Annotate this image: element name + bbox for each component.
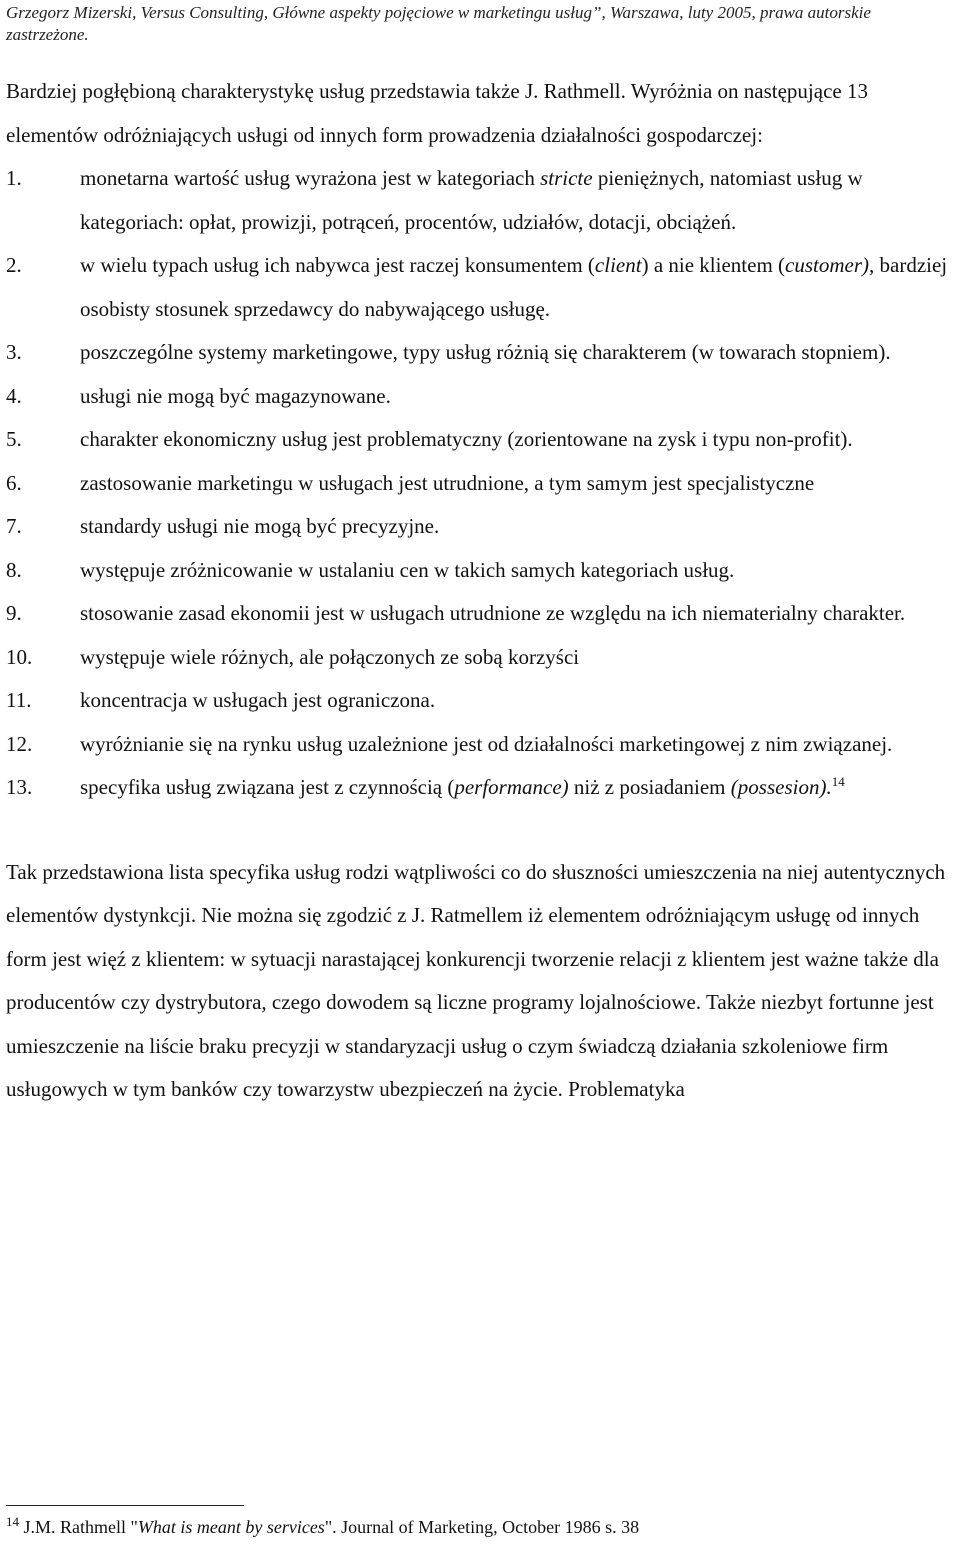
list-text-italic: client — [594, 253, 642, 277]
footnote — [6, 1515, 639, 1539]
list-item-8 — [6, 549, 952, 593]
list-item-9 — [6, 592, 952, 636]
footnote-mark: 14 — [6, 1514, 19, 1529]
list-text: usługi nie mogą być magazynowane. — [80, 383, 391, 408]
list-number: 12. — [6, 731, 33, 756]
list-text: wyróżnianie się na rynku usług uzależnione jest od działalności marketingowej z nim związanej. — [80, 731, 893, 756]
list-text: stosowanie zasad ekonomii jest w usługach utrudnione ze względu na ich niematerialny charakter. — [80, 601, 906, 625]
list-text-italic: (possesion). — [730, 775, 832, 799]
list-text: koncentracja w usługach jest ograniczona. — [80, 688, 436, 712]
list-text: w wielu typach usług ich nabywca jest raczej konsumentem ( — [80, 253, 595, 277]
list-number: 1. — [6, 166, 22, 190]
footnote-title-italic: What is meant by services — [137, 1517, 325, 1537]
list-number: 3. — [6, 340, 22, 364]
list-number: 4. — [6, 383, 22, 408]
list-text-italic: performance) — [454, 775, 569, 799]
conclusion-paragraph: Tak przedstawiona lista specyfika usług rodzi wątpliwości co do słuszności umieszczenia na niej autentycznych elementów dystynkcji. Nie można się zgodzić z J. Ratmellem iż elementem odróżniającym usługę od innych form jest więź z klientem: w sytuacji narastającej konkurencji tworzenie relacji z klientem jest ważne także dla producentów czy dystrybutora, czego dowodem są liczne programy lojalnościowe. Także niezbyt fortunne jest umieszczenie na liście braku precyzji w standaryzacji usług o czym świadczą działania szkoleniowe firm usługowych w tym banków czy towarzystw ubezpieczeń na życie. Problematyka — [6, 859, 946, 1101]
list-text: poszczególne systemy marketingowe, typy usług różnią się charakterem (w towarach stopniem). — [80, 340, 891, 364]
list-number: 7. — [6, 514, 22, 538]
list-text: pieniężnych, natomiast usług w kategoriach: opłat, prowizji, potrąceń, procentów, udziałów, dotacji, obciążeń. — [80, 166, 863, 234]
characteristics-list — [6, 157, 952, 810]
list-item-2 — [6, 244, 952, 331]
list-item-3 — [6, 331, 952, 375]
list-number: 2. — [6, 253, 22, 277]
intro-paragraph: Bardziej pogłębioną charakterystykę usług przedstawia także J. Rathmell. Wyróżnia on następujące 13 elementów odróżniających usługi od innych form prowadzenia działalności gospodarczej: — [6, 79, 868, 147]
list-item-12 — [6, 723, 952, 767]
list-item-5 — [6, 418, 952, 462]
list-number: 6. — [6, 470, 22, 495]
list-item-13 — [6, 766, 952, 810]
list-item-4 — [6, 375, 952, 419]
list-item-11 — [6, 679, 952, 723]
footnote-reference[interactable]: 14 — [831, 774, 845, 789]
list-number: 10. — [6, 644, 33, 669]
list-number: 13. — [6, 775, 33, 799]
footnote-divider — [6, 1505, 244, 1506]
footnote-text: J.M. Rathmell " — [19, 1517, 138, 1537]
list-text: monetarna wartość usług wyrażona jest w kategoriach — [80, 166, 541, 190]
list-text: charakter ekonomiczny usług jest problematyczny (zorientowane na zysk i typu non-profit). — [80, 427, 853, 451]
list-number: 5. — [6, 427, 22, 451]
list-text: specyfika usług związana jest z czynnością ( — [80, 775, 455, 799]
list-text: występuje wiele różnych, ale połączonych ze sobą korzyści — [80, 644, 580, 669]
list-text: niż z posiadaniem — [568, 775, 731, 799]
list-item-7 — [6, 505, 952, 549]
list-number: 8. — [6, 557, 22, 582]
list-text: występuje zróżnicowanie w ustalaniu cen w takich samych kategoriach usług. — [80, 557, 735, 582]
list-text: ) a nie klientem ( — [641, 253, 786, 277]
list-number: 11. — [6, 688, 32, 712]
list-text: zastosowanie marketingu w usługach jest utrudnione, a tym samym jest specjalistyczne — [80, 470, 815, 495]
list-text: bardziej osobisty stosunek sprzedawcy do nabywającego usługę. — [80, 253, 948, 321]
list-item-1 — [6, 157, 952, 244]
list-text-italic: customer), — [785, 253, 875, 277]
list-text-italic: stricte — [540, 166, 593, 190]
list-text: standardy usługi nie mogą być precyzyjne. — [80, 514, 440, 538]
footnote-text: ". Journal of Marketing, October 1986 s. 38 — [324, 1517, 640, 1537]
list-number: 9. — [6, 601, 22, 625]
list-item-6 — [6, 462, 952, 506]
list-item-10 — [6, 636, 952, 680]
running-header: Grzegorz Mizerski, Versus Consulting, Główne aspekty pojęciowe w marketingu usług”, Warszawa, luty 2005, prawa autorskie zastrzeżone. — [6, 3, 871, 44]
